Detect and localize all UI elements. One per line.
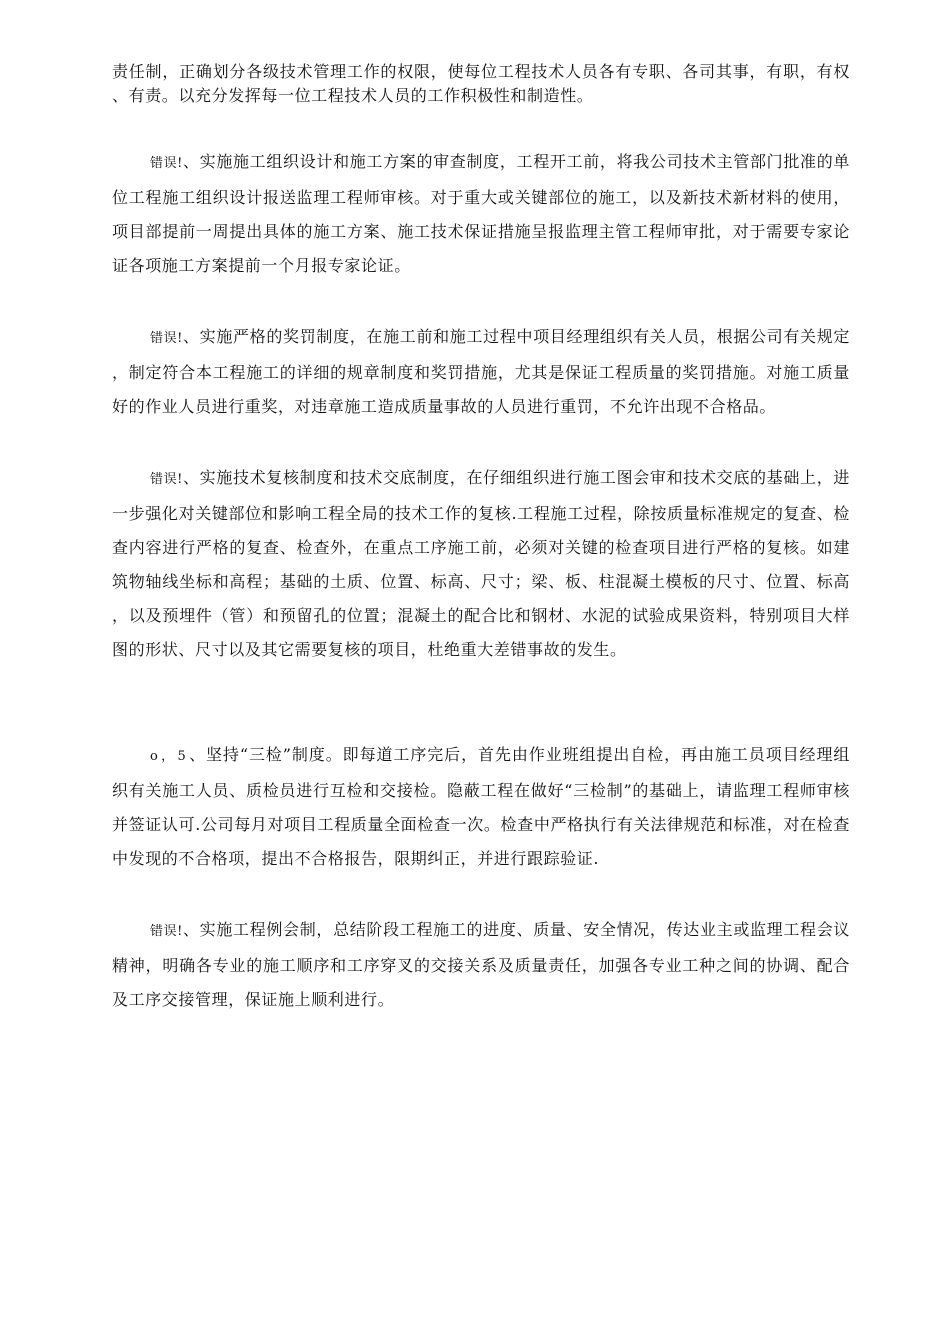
paragraph-text: 、实施施工组织设计和施工方案的审查制度，工程开工前，将我公司技术主管部门批准的单位工程施工组织设计报送监理工程师审核。对于重大或关键部位的施工，以及新技术新材料的使用，项目部提前一周提出具体的施工方案、施工技术保证措施呈报监理主管工程师审批，对于需要专家论证各项施工方案提前一个月报专家论证。 xyxy=(112,152,850,275)
paragraph-text: 、实施严格的奖罚制度，在施工前和施工过程中项目经理组织有关人员，根据公司有关规定，制定符合本工程施工的详细的规章制度和奖罚措施，尤其是保证工程质量的奖罚措施。对施工质量好的作业人员进行重奖，对违章施工造成质量事故的人员进行重罚，不允许出现不合格品。 xyxy=(112,327,850,416)
document-page xyxy=(112,60,850,1017)
paragraph-responsibility-system xyxy=(112,60,850,108)
paragraph-reward-penalty-system xyxy=(112,320,850,424)
paragraph-lead: 错误! xyxy=(150,156,183,171)
paragraph-text: 、实施技术复核制度和技术交底制度，在仔细组织进行施工图会审和技术交底的基础上，进一步强化对关键部位和影响工程全局的技术工作的复核.工程施工过程，除按质量标准规定的复查、检查内容进行严格的复查、检查外，在重点工序施工前，必须对关键的检查项目进行严格的复核。如建筑物轴线坐标和高程；基础的土质、位置、标高、尺寸；梁、板、柱混凝土模板的尺寸、位置、标高，以及预埋件（管）和预留孔的位置；混凝土的配合比和钢材、水泥的试验成果资料，特别项目大样图的形状、尺寸以及其它需要复核的项目，杜绝重大差错事故的发生。 xyxy=(112,468,850,659)
paragraph-construction-plan-review xyxy=(112,145,850,283)
paragraph-three-inspections xyxy=(112,738,850,876)
paragraph-lead: o，5 xyxy=(150,749,189,764)
paragraph-text: 、实施工程例会制，总结阶段工程施工的进度、质量、安全情况，传达业主或监理工程会议精神，明确各专业的施工顺序和工序穿叉的交接关系及质量责任，加强各专业工种之间的协调、配合及工序交接管理，保证施上顺利进行。 xyxy=(112,920,850,1009)
paragraph-lead: 错误! xyxy=(150,331,183,346)
paragraph-regular-meetings xyxy=(112,913,850,1017)
paragraph-text: 责任制，正确划分各级技术管理工作的权限，使每位工程技术人员各有专职、各司其事，有职，有权、有责。以充分发挥每一位工程技术人员的工作积极性和制造性。 xyxy=(112,62,850,105)
paragraph-text: 、坚持“三检”制度。即每道工序完后，首先由作业班组提出自检，再由施工员项目经理组织有关施工人员、质检员进行互检和交接检。隐蔽工程在做好“三检制”的基础上，请监理工程师审核并签证认可.公司每月对项目工程质量全面检查一次。检查中严格执行有关法律规范和标准，对在检查中发现的不合格项，提出不合格报告，限期纠正，并进行跟踪验证. xyxy=(112,745,850,868)
paragraph-lead: 错误! xyxy=(150,472,183,487)
paragraph-lead: 错误! xyxy=(150,924,183,939)
paragraph-technical-review-system xyxy=(112,461,850,667)
